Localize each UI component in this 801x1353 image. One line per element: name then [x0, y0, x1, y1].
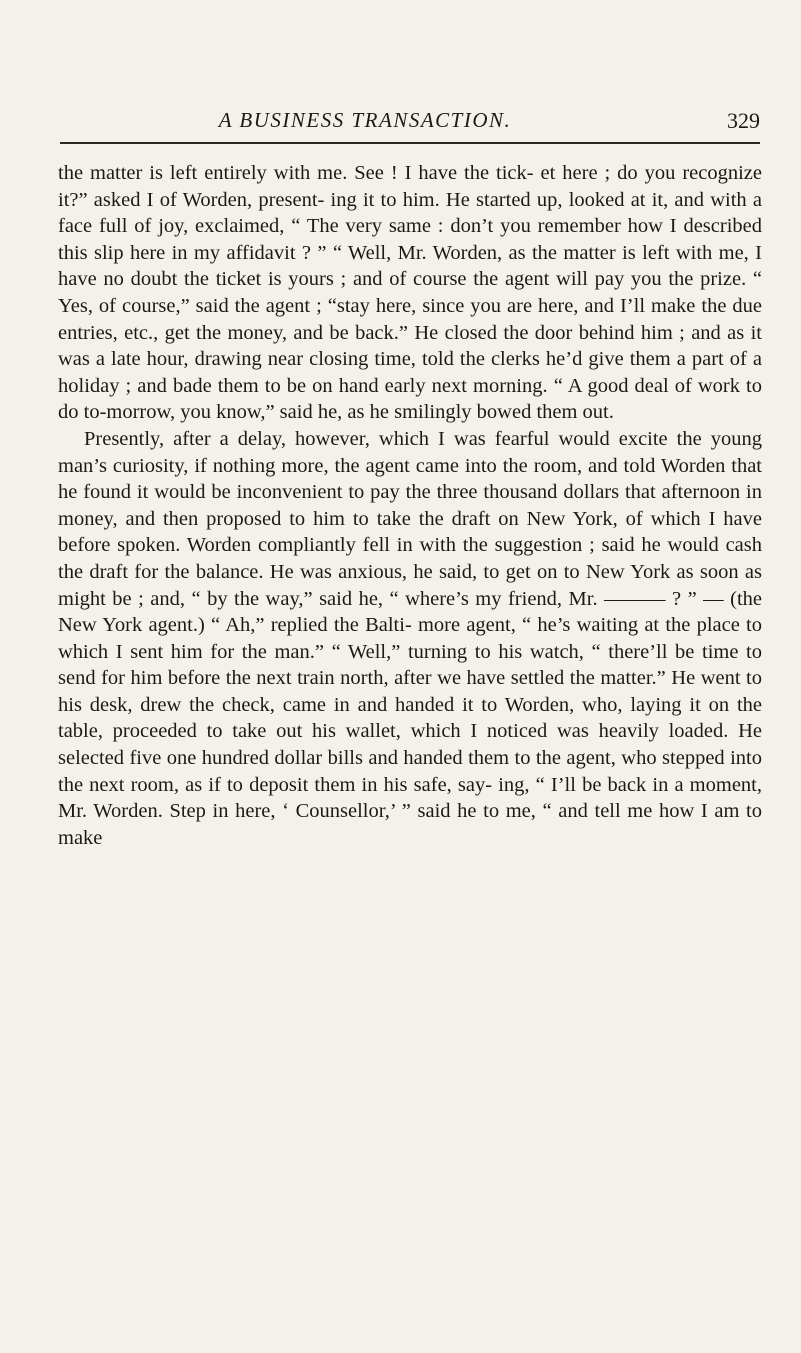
paragraph: the matter is left entirely with me. See ! I have the tick- et here ; do you recognize it?” asked I of Worden, present- ing it to him. He started up, looked at it, and with a face full of joy, exclaimed, “ The very same : don’t you remember how I described this slip here in my affidavit ? ” “ Well, Mr. Worden, as the matter is left with me, I have no doubt the ticket is yours ; and of course the agent will pay you the prize. “ Yes, of course,” said the agent ; “stay here, since you are here, and I’ll make the due entries, etc., get the money, and be back.” He closed the door behind him ; and as it was a late hour, drawing near closing time, told the clerks he’d give them a part of a holiday ; and bade them to be on hand early next morning. “ A good deal of work to do to-morrow, you know,” said he, as he smilingly bowed them out.	[58, 162, 762, 424]
header-rule	[60, 142, 760, 144]
paragraph: Presently, after a delay, however, which I was fearful would excite the young man’s curiosity, if nothing more, the agent came into the room, and told Worden that he found it would be inconvenient to pay the three thousand dollars that afternoon in money, and then proposed to him to take the draft on New York, of which I have before spoken. Worden compliantly fell in with the suggestion ; said he would cash the draft for the balance. He was anxious, he said, to get on to New York as soon as might be ; and, “ by the way,” said he, “ where’s my friend, Mr. ——— ? ” — (the New York agent.) “ Ah,” replied the Balti- more agent, “ he’s waiting at the place to which I sent him for the man.” “ Well,” turning to his watch, “ there’ll be time to send for him before the next train north, after we have settled the matter.” He went to his desk, drew the check, came in and handed it to Worden, who, laying it on the table, proceeded to take out his wallet, which I noticed was heavily loaded. He selected five one hundred dollar bills and handed them to the agent, who stepped into the next room, as if to deposit them in his safe, say- ing, “ I’ll be back in a moment, Mr. Worden. Step in here, ‘ Counsellor,’ ” said he to me, “ and tell me how I am to make	[58, 427, 762, 849]
running-title: A BUSINESS TRANSACTION.	[218, 108, 512, 132]
running-head	[60, 96, 760, 136]
page-number: 329	[727, 108, 760, 133]
body-text	[58, 160, 762, 851]
